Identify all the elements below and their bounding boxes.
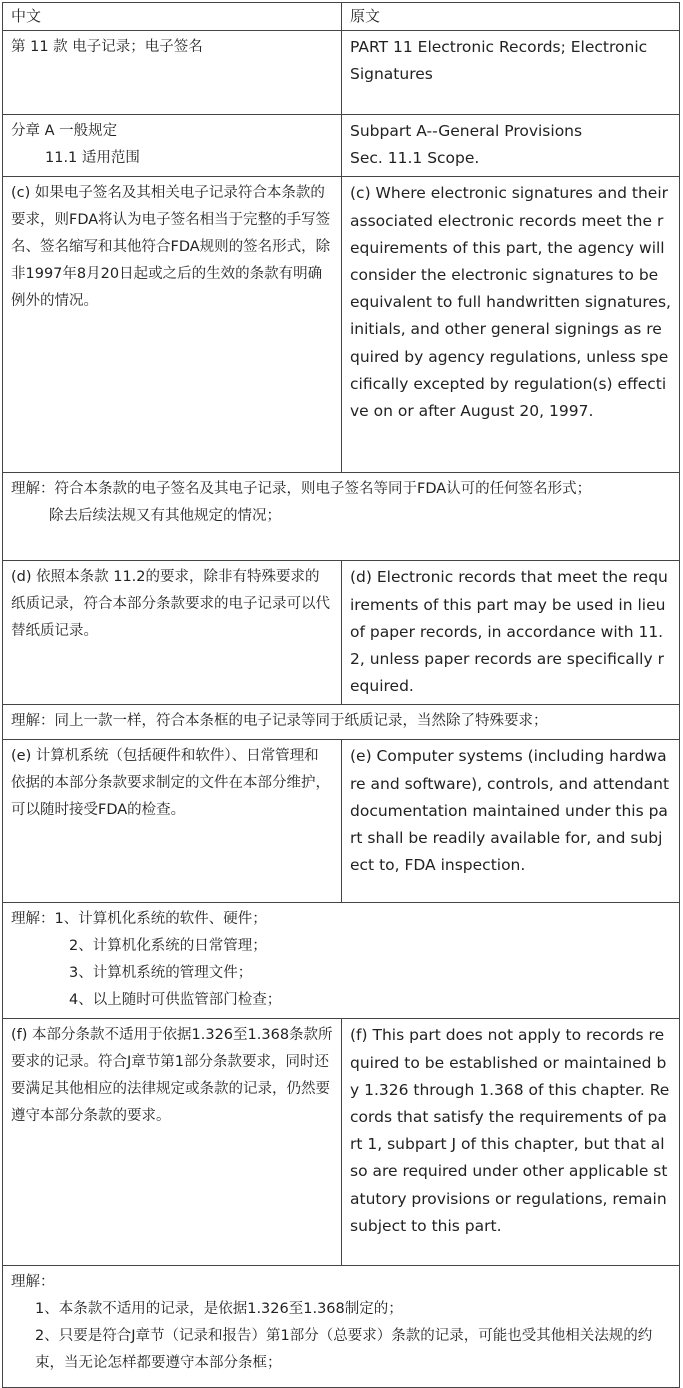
row-note-e: [3, 903, 680, 1019]
note-text: 理解：: [11, 1274, 55, 1291]
translation-table: [2, 2, 680, 1388]
note-cell: [3, 473, 680, 561]
cn-text: (e) 计算机系统（包括硬件和软件）、日常管理和依据的本部分条款要求制定的文件在本部分维护，可以随时接受FDA的检查。: [11, 748, 330, 819]
row-clause-e: [3, 740, 680, 903]
en-cell: [342, 740, 680, 903]
note-text: 2、计算机化系统的日常管理；: [69, 938, 267, 955]
row-clause-c: [3, 177, 680, 473]
en-text: PART 11 Electronic Records; Electronic: [350, 38, 648, 56]
en-text: (e) Computer systems (including hardware and software), controls, and attendant documentation maintained under this part shall be readily available for, and subject to, FDA inspection.: [350, 747, 670, 875]
note-text: 2、只要是符合J章节（记录和报告）第1部分（总要求）条款的记录，可能也受其他相关法规的约束，当无论怎样都要遵守本部分条框；: [35, 1328, 653, 1372]
en-cell: [342, 115, 680, 177]
note-text: 3、计算机系统的管理文件；: [69, 965, 253, 982]
en-cell: [342, 1019, 680, 1266]
en-cell: [342, 177, 680, 473]
row-note-c: [3, 473, 680, 561]
note-text: 理解：同上一款一样，符合本条框的电子记录等同于纸质记录，当然除了特殊要求；: [11, 713, 548, 730]
en-cell: [342, 31, 680, 115]
note-cell: [3, 903, 680, 1019]
en-text: Subpart A--General Provisions: [350, 122, 583, 140]
cn-text: 分章 A 一般规定: [11, 123, 118, 139]
row-subpart-a: [3, 115, 680, 177]
en-text: (f) This part does not apply to records required to be established or maintained by 1.326 through 1.368 of this chapter. Records that satisfy the requirements of part 1, subpart J of this chapter, but that also are required under other applicable statutory provisions or regulations, remain subject to this part.: [350, 1026, 670, 1235]
note-text: 4、以上随时可供监管部门检查；: [69, 992, 282, 1009]
note-cell: [3, 1266, 680, 1388]
cn-text: (c) 如果电子签名及其相关电子记录符合本条款的要求，则FDA将认为电子签名相当于完整的手写签名、签名缩写和其他符合FDA规则的签名形式，除非1997年8月20日起或之后的生效的条款有明确例外的情况。: [11, 185, 331, 310]
row-part-11-title: [3, 31, 680, 115]
cn-text: (f) 本部分条款不适用于依据1.326至1.368条款所要求的记录。符合J章节第1部分条款要求，同时还要满足其他相应的法律规定或条款的记录，仍然要遵守本部分条款的要求。: [11, 1027, 333, 1125]
cn-text: (d) 依照本条款 11.2的要求，除非有特殊要求的纸质记录，符合本部分条款要求的电子记录可以代替纸质记录。: [11, 569, 330, 640]
note-text: 除去后续法规又有其他规定的情况；: [49, 508, 281, 525]
cn-text: 11.1 适用范围: [45, 150, 140, 166]
header-row: [3, 3, 680, 31]
cn-cell: [3, 177, 342, 473]
cn-cell: [3, 740, 342, 903]
header-chinese: 中文: [3, 3, 342, 31]
row-clause-d: [3, 561, 680, 705]
cn-cell: [3, 115, 342, 177]
en-text: (c) Where electronic signatures and their associated electronic records meet the requirements of this part, the agency will consider the electronic signatures to be equivalent to full handwritten signatures, initials, and other general signings as required by agency regulations, unless specifically excepted by regulation(s) effective on or after August 20, 1997.: [350, 184, 671, 421]
row-clause-f: [3, 1019, 680, 1266]
en-text: Sec. 11.1 Scope.: [350, 149, 480, 168]
header-original: 原文: [342, 3, 680, 31]
en-text: (d) Electronic records that meet the requirements of this part may be used in lieu of paper records, in accordance with 11.2, unless paper records are specifically required.: [350, 568, 668, 696]
cn-cell: [3, 31, 342, 115]
note-text: 1、本条款不适用的记录，是依据1.326至1.368制定的；: [35, 1301, 403, 1318]
cn-cell: [3, 561, 342, 705]
row-note-f: [3, 1266, 680, 1388]
note-text: 理解：符合本条款的电子签名及其电子记录，则电子签名等同于FDA认可的任何签名形式；: [11, 481, 592, 498]
en-cell: [342, 561, 680, 705]
row-note-d: [3, 705, 680, 740]
cn-cell: [3, 1019, 342, 1266]
note-text: 理解：1、计算机化系统的软件、硬件；: [11, 911, 267, 928]
note-cell: [3, 705, 680, 740]
cn-text: 第 11 款 电子记录；电子签名: [11, 39, 203, 55]
en-text: Signatures: [350, 65, 433, 84]
